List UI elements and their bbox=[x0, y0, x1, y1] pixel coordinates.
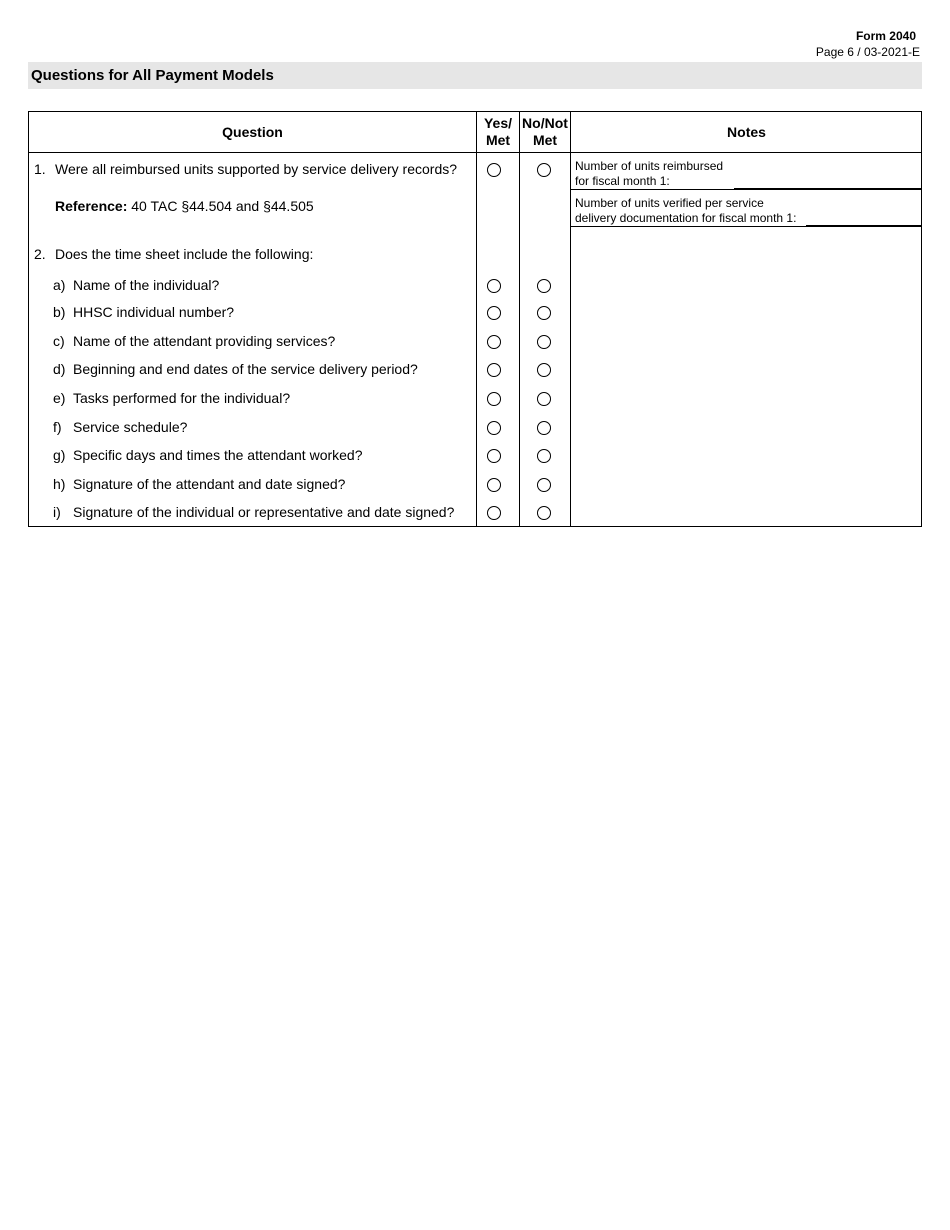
subitem-no-radio[interactable] bbox=[537, 506, 551, 520]
section-title-bar bbox=[28, 62, 922, 89]
note-units-verified-label bbox=[575, 196, 796, 226]
notes-divider-2 bbox=[570, 226, 921, 227]
reference-label: Reference: bbox=[55, 198, 128, 214]
subitem-text: Specific days and times the attendant worked? bbox=[73, 447, 363, 463]
note-verified-line2: delivery documentation for fiscal month 1: bbox=[575, 211, 797, 225]
header-yes-line2: Met bbox=[485, 132, 511, 148]
form-number: Form 2040 bbox=[855, 29, 916, 43]
subitem-letter: e) bbox=[53, 390, 66, 406]
col-divider-yes bbox=[476, 112, 477, 526]
subitem-yes-radio[interactable] bbox=[487, 363, 501, 377]
subitem-letter: d) bbox=[53, 361, 66, 377]
header-divider bbox=[29, 152, 921, 153]
page-info: Page 6 / 03-2021-E bbox=[815, 45, 920, 59]
subitem-text: HHSC individual number? bbox=[73, 304, 235, 320]
units-verified-field[interactable] bbox=[806, 225, 922, 226]
subitem-yes-radio[interactable] bbox=[487, 392, 501, 406]
note-units-reimbursed-label bbox=[575, 159, 723, 189]
header-yes-met bbox=[477, 112, 519, 152]
subitem-no-radio[interactable] bbox=[537, 478, 551, 492]
subitem-yes-radio[interactable] bbox=[487, 335, 501, 349]
header-no-line2: Met bbox=[532, 132, 558, 148]
question-1-reference bbox=[55, 198, 314, 214]
q1-yes-radio[interactable] bbox=[487, 163, 501, 177]
subitem-text: Signature of the attendant and date signed? bbox=[73, 476, 346, 492]
subitem-yes-radio[interactable] bbox=[487, 279, 501, 293]
question-1-number: 1. bbox=[34, 161, 46, 177]
subitem-yes-radio[interactable] bbox=[487, 421, 501, 435]
subitem-no-radio[interactable] bbox=[537, 421, 551, 435]
subitem-yes-radio[interactable] bbox=[487, 506, 501, 520]
subitem-yes-radio[interactable] bbox=[487, 306, 501, 320]
note-reimbursed-line2: for fiscal month 1: bbox=[575, 174, 670, 188]
subitem-yes-radio[interactable] bbox=[487, 478, 501, 492]
notes-divider-1 bbox=[570, 189, 921, 190]
question-2-text: Does the time sheet include the following: bbox=[55, 246, 314, 262]
units-reimbursed-field[interactable] bbox=[734, 188, 922, 189]
question-2-number: 2. bbox=[34, 246, 46, 262]
col-divider-no bbox=[519, 112, 520, 526]
subitem-text: Name of the attendant providing services? bbox=[73, 333, 336, 349]
subitem-letter: f) bbox=[53, 419, 62, 435]
subitem-text: Tasks performed for the individual? bbox=[73, 390, 291, 406]
subitem-text: Service schedule? bbox=[73, 419, 188, 435]
subitem-text: Beginning and end dates of the service delivery period? bbox=[73, 361, 418, 377]
subitem-text: Signature of the individual or representative and date signed? bbox=[73, 504, 455, 520]
question-table bbox=[28, 111, 922, 527]
subitem-letter: i) bbox=[53, 504, 61, 520]
subitem-no-radio[interactable] bbox=[537, 306, 551, 320]
header-notes: Notes bbox=[727, 123, 766, 140]
form-header bbox=[816, 28, 920, 60]
q1-no-radio[interactable] bbox=[537, 163, 551, 177]
subitem-no-radio[interactable] bbox=[537, 449, 551, 463]
subitem-letter: g) bbox=[53, 447, 66, 463]
header-yes-line1: Yes/ bbox=[483, 115, 513, 131]
subitem-letter: h) bbox=[53, 476, 66, 492]
subitem-no-radio[interactable] bbox=[537, 279, 551, 293]
note-verified-line1: Number of units verified per service bbox=[575, 196, 764, 210]
question-1-text: Were all reimbursed units supported by service delivery records? bbox=[55, 161, 458, 177]
subitem-letter: a) bbox=[53, 277, 66, 293]
subitem-letter: c) bbox=[53, 333, 65, 349]
subitem-yes-radio[interactable] bbox=[487, 449, 501, 463]
subitem-text: Name of the individual? bbox=[73, 277, 220, 293]
subitem-no-radio[interactable] bbox=[537, 392, 551, 406]
section-title: Questions for All Payment Models bbox=[31, 67, 274, 84]
reference-text: 40 TAC §44.504 and §44.505 bbox=[127, 198, 314, 214]
subitem-no-radio[interactable] bbox=[537, 363, 551, 377]
subitem-letter: b) bbox=[53, 304, 66, 320]
header-question: Question bbox=[222, 123, 283, 140]
subitem-no-radio[interactable] bbox=[537, 335, 551, 349]
header-no-not-met bbox=[520, 112, 570, 152]
header-no-line1: No/Not bbox=[522, 115, 568, 131]
col-divider-notes bbox=[570, 112, 571, 526]
note-reimbursed-line1: Number of units reimbursed bbox=[575, 159, 724, 173]
